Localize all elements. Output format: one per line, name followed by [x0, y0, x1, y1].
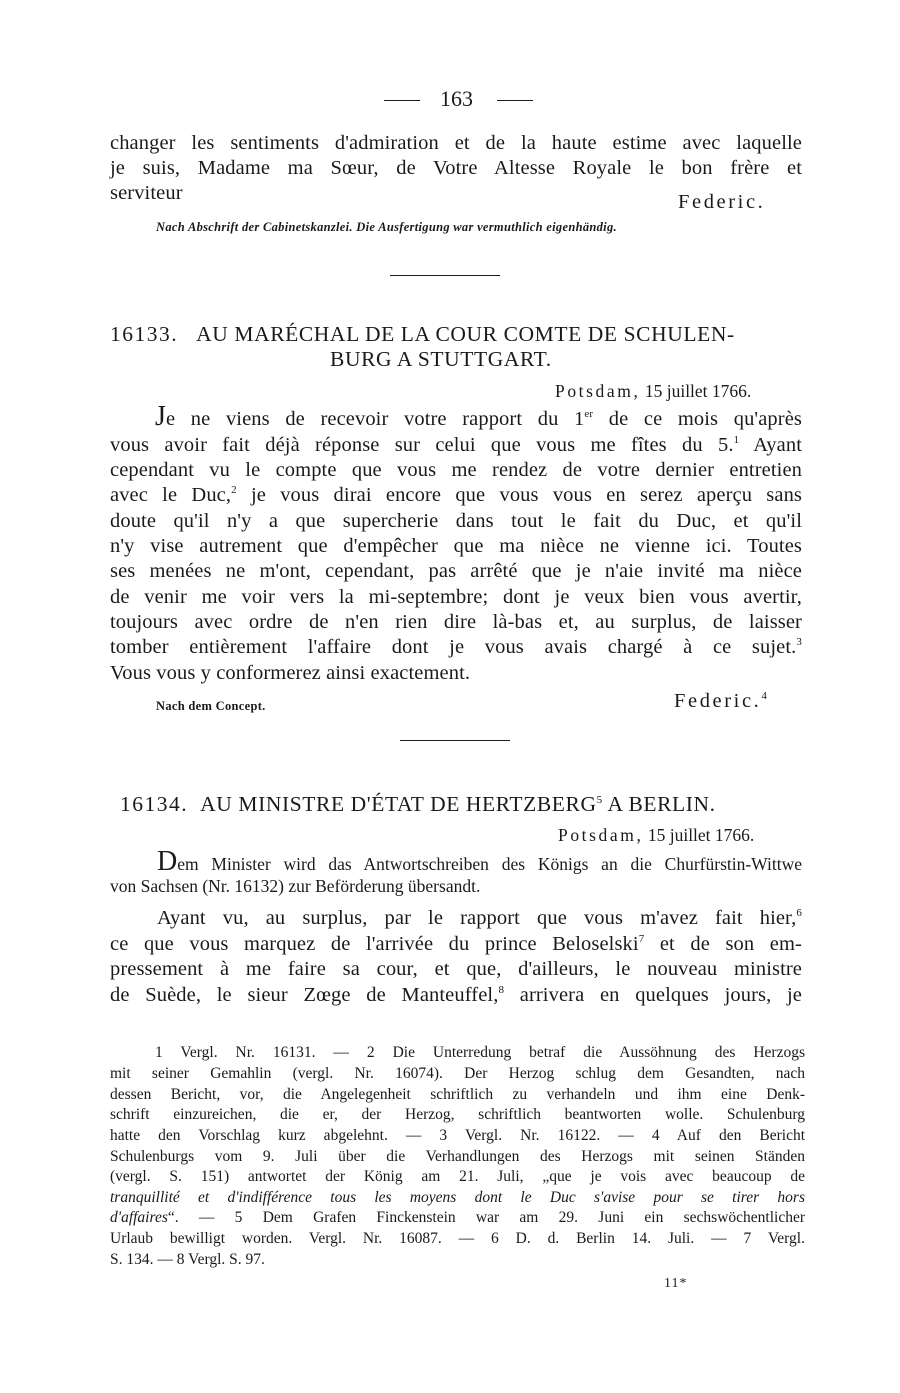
- text-line: Ayant vu, au surplus, par le rapport que vous m'avez fait hier,$^6$: [157, 907, 802, 929]
- header-rule-right: [497, 100, 533, 101]
- section-divider: [390, 275, 500, 276]
- text-line: ses menées ne m'ont, cependant, pas arrêté que je n'aie invité ma nièce: [110, 560, 802, 582]
- letter-number: 16134.: [120, 792, 189, 816]
- footnote-line: d'affaires“. — 5 Dem Grafen Finckenstein war am 29. Juni ein sechswöchentlicher: [110, 1209, 805, 1226]
- text-line: je suis, Madame ma Sœur, de Votre Altesse Royale le bon frère et: [110, 157, 802, 179]
- footnote-line: Schulenburgs vom 9. Juli über die Verhandlungen des Herzogs mit seinen Ständen: [110, 1148, 805, 1165]
- text-line: cependant vu le compte que vous me rendez de votre dernier entretien: [110, 459, 802, 481]
- source-note: Nach dem Concept.: [156, 699, 266, 713]
- text-line: de venir me voir vers la mi-septembre; dont je veux bien vous avertir,: [110, 586, 802, 608]
- place: Potsdam,: [555, 381, 641, 401]
- text-line: de Suède, le sieur Zœge de Manteuffel,$^8$ arrivera en quelques jours, je: [110, 984, 802, 1006]
- text-line: toujours avec ordre de n'en rien dire là-bas et, au surplus, de laisser: [110, 611, 802, 633]
- letter-heading: [110, 322, 735, 347]
- letter-heading: [120, 792, 716, 817]
- signature-mark: 11*: [664, 1276, 688, 1291]
- text-line: serviteur: [110, 182, 183, 204]
- place: Potsdam,: [558, 825, 644, 845]
- footnote-line: dessen Bericht, vor, die Angelegenheit schriftlich zu verhandeln und ihm eine Denk-: [110, 1086, 805, 1103]
- dateline: [558, 825, 754, 846]
- letter-title: AU MINISTRE D'ÉTAT DE HERTZBERG$^5$ A BERLIN.: [200, 792, 716, 816]
- text-line: Je ne viens de recevoir votre rapport du 1er de ce mois qu'après: [155, 401, 802, 432]
- header-rule-left: [384, 100, 420, 101]
- dateline: [555, 381, 751, 402]
- text-line: pressement à me faire sa cour, et que, d'ailleurs, le nouveau ministre: [110, 958, 802, 980]
- letter-number: 16133.: [110, 322, 179, 346]
- footnote-line: S. 134. — 8 Vergl. S. 97.: [110, 1251, 265, 1268]
- text-line: Vous vous y conformerez ainsi exactement.: [110, 662, 471, 684]
- text-line: Dem Minister wird das Antwortschreiben des Königs an die Churfürstin-Wittwe: [157, 846, 802, 877]
- text-line: avec le Duc,$^2$ je vous dirai encore que vous vous en serez aperçu sans: [110, 484, 802, 506]
- footnote-line: hatte den Vorschlag kurz abgelehnt. — 3 Vergl. Nr. 16122. — 4 Auf den Bericht: [110, 1127, 805, 1144]
- text-line: doute qu'il n'y a que supercherie dans tout le fait du Duc, et qu'il: [110, 510, 802, 532]
- footnote-line: Urlaub bewilligt worden. Vergl. Nr. 16087. — 6 D. d. Berlin 14. Juli. — 7 Vergl.: [110, 1230, 805, 1247]
- source-note: Nach Abschrift der Cabinetskanzlei. Die Ausfertigung war vermuthlich eigenhändig.: [156, 220, 617, 234]
- drop-cap: J: [155, 401, 166, 432]
- date: 15 juillet 1766.: [644, 381, 752, 401]
- letter-title: AU MARÉCHAL DE LA COUR COMTE DE SCHULEN-: [196, 322, 735, 346]
- text-line: changer les sentiments d'admiration et de la haute estime avec laquelle: [110, 132, 802, 154]
- footnote-line: mit seiner Gemahlin (vergl. Nr. 16074). Der Herzog schlug dem Gesandten, nach: [110, 1065, 805, 1082]
- drop-cap: D: [157, 846, 178, 877]
- signature: Federic.: [678, 191, 766, 213]
- footnote-line: schrift einzureichen, die er, der Herzog, schriftlich beantworten wolle. Schulenburg: [110, 1106, 805, 1123]
- text-line: ce que vous marquez de l'arrivée du prince Beloselski$^7$ et de son em-: [110, 933, 802, 955]
- date: 15 juillet 1766.: [647, 825, 755, 845]
- signature: Federic.$^4$: [674, 690, 770, 712]
- text-line: von Sachsen (Nr. 16132) zur Beförderung übersandt.: [110, 876, 481, 896]
- footnote-line: (vergl. S. 151) antwortet der König am 21. Juli, „que je vois avec beaucoup de: [110, 1168, 805, 1185]
- text-line: vous avoir fait déjà réponse sur celui que vous me fîtes du 5.$^1$ Ayant: [110, 434, 802, 456]
- page-number: 163: [440, 86, 473, 111]
- text-line: n'y vise autrement que d'empêcher que ma nièce ne vienne ici. Toutes: [110, 535, 802, 557]
- footnote-line: 1 Vergl. Nr. 16131. — 2 Die Unterredung betraf die Aussöhnung des Herzogs: [155, 1044, 805, 1061]
- text-line: tomber entièrement l'affaire dont je vous avais chargé à ce sujet.$^3$: [110, 636, 802, 658]
- section-divider: [400, 740, 510, 741]
- letter-title-continued: BURG A STUTTGART.: [330, 347, 552, 371]
- footnote-line: tranquillité et d'indifférence tous les moyens dont le Duc s'avise pour se tirer hors: [110, 1189, 805, 1206]
